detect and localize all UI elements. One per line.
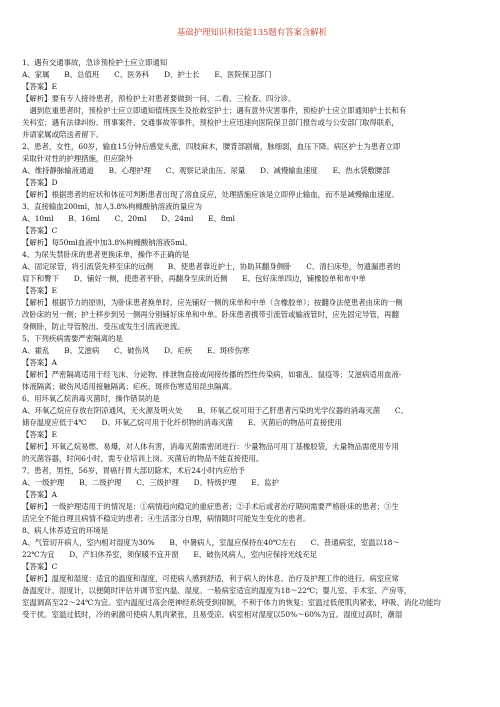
text-line: 【答案】D	[22, 178, 58, 187]
text-line: 【解析】环氧乙烷易燃、易爆，对人体有害，消毒灭菌需密闭进行：少量物品可用丁基橡胶袋，大量物品需使用专用	[22, 442, 399, 451]
text-line: 采取针对性的护理措施，但应除外	[22, 154, 133, 163]
text-line: 【答案】E	[22, 430, 57, 439]
text-line: 的灭菌容器，时间6小时，需专业培训上岗。灭菌后的物品不能直接使用。	[22, 454, 264, 463]
text-line: A、霍乱 B、艾滋病 C、破伤风 D、疟疾 E、斑疹伤寒	[22, 346, 250, 355]
text-line: A、环氧乙烷应存放在阴凉通风，无火源及明火处 B、环氧乙烷可用于乙肝患者污染的光学仪器的消毒灭菌 C、	[22, 406, 408, 415]
text-line: 改卧床的另一侧；护士移步到另一侧再分别铺好床单和中单。卧床患者携带引流管或输液管时，应先固定导管，再翻	[22, 310, 399, 319]
text-line: 【答案】E	[22, 286, 57, 295]
text-line: 身侧卧，防止导管脱出、受压或发生引流液逆流。	[22, 322, 185, 331]
text-line: 【解析】要有专人接待患者，预检护士对患者要做到一问、二看、三检查、四分诊。	[22, 94, 296, 103]
text-line: 【解析】根据患者的症状和体征可判断患者出现了溶血反应，处理措施应该是立即停止输血，而不是减慢输血速度。	[22, 190, 399, 199]
text-line: 室温调高至22～24℃为宜。室内温度过高会使神经系统受到抑制，不利于体力的恢复；室温过低使肌肉紧张，呼吸、消化功能均	[22, 598, 441, 607]
text-line: 并请家属或陪送者留下。	[22, 130, 104, 139]
text-line: 备温度计、湿度计，以便随时评估并调节室内温、湿度。一般病室适宜的温度为18～22℃；婴儿室、手术室、产房等，	[22, 586, 412, 595]
text-line: 【解析】每50ml血液中加3.8%枸橼酸钠溶液5ml。	[22, 238, 192, 247]
text-line: 1、遇有交通事故，急诊预检护士应立即通知	[22, 58, 168, 67]
text-line: 活完全不能自理且病情不稳定的患者；④生活部分自理，病情随时可能发生变化的患者。	[22, 514, 311, 523]
text-line: 【答案】C	[22, 226, 58, 235]
text-line: A、家属 B、总值班 C、医务科 D、护士长 E、医院保卫部门	[22, 70, 272, 79]
text-line: 22℃为宜 D、产妇休养室，须保暖不宜开窗 E、破伤风病人，室内应保持光线充足	[22, 550, 318, 559]
text-line: A、维持静脉输液通道 B、心理护理 C、观察记录血压、尿量 D、减慢输血速度 E、热水袋敷腰部	[22, 166, 390, 175]
text-line: A、气管切开病人，室内相对湿度为30% B、中暑病人，室温应保持在40℃左右 C、普通病室，室温以18～	[22, 538, 400, 547]
text-line: 储存温度应低于4℃ D、环氧乙烷可用于化纤织物的消毒灭菌 E、灭菌后的物品可直接使用	[22, 418, 342, 427]
text-line: 关科室；遇有法律纠纷、刑事案件、交通事故等事件，预检护士应迅速向医院保卫部门报告或与公安部门取得联系，	[22, 118, 399, 127]
text-line: 【解析】严密隔离适用于经飞沫、分泌物、排泄物直接或间接传播的烈性传染病，如霍乱、鼠疫等；艾滋病适用血液-	[22, 370, 402, 379]
text-line: 7、患者，男性，56岁，胃癌行胃大部切除术，术后24小时内应给予	[22, 466, 246, 475]
text-line: A、一级护理 B、二级护理 C、三级护理 D、特级护理 E、监护	[22, 478, 279, 487]
text-line: 【答案】A	[22, 358, 57, 367]
text-line: 肩下和臀下 D、铺好一侧，使患者平卧，再翻身至床的近侧 E、包好床单四边，铺橡胶单和布中单	[22, 274, 366, 283]
text-line: 【答案】E	[22, 82, 57, 91]
text-line: A、固定尿管，将引流袋先移至床的远侧 B、使患者靠近护士，协助其翻身侧卧 C、清扫床垫，勿遗漏患者的	[22, 262, 401, 271]
text-line: 6、用环氧乙烷消毒灭菌时，操作错误的是	[22, 394, 160, 403]
text-line: 体液隔离；破伤风适用接触隔离；疟疾、斑疹伤寒适用昆虫隔离。	[22, 382, 237, 391]
text-line: 遇到危重患者时，预检护士应立即通知值班医生及抢救室护士；遇有意外灾害事件，预检护士应立即通知护士长和有	[22, 106, 407, 115]
text-line: A、10ml B、16ml C、20ml D、24ml E、8ml	[22, 214, 236, 223]
text-line: 4、为尿失禁卧床的患者更换床单，操作不正确的是	[22, 250, 190, 259]
text-line: 受干扰。室温过低时，冷的刺激可使病人肌肉紧张，且易受凉。病室相对湿度以50%～60%为宜。湿度过高时，潮湿	[22, 610, 403, 619]
text-line: 8、病人休养适宜的环境是	[22, 526, 109, 535]
text-line: 3、直接输血200ml，加入3.8%枸橼酸钠溶液的量应为	[22, 202, 202, 211]
text-line: 【解析】一级护理适用于的情况是：①病情趋向稳定的重症患者；②手术后或者治疗期间需要严格卧床的患者；③生	[22, 502, 399, 511]
text-line: 5、下列疾病需要严密隔离的是	[22, 334, 123, 343]
text-line: 2、患者，女性，60岁，输血15分钟后感觉头涨，四肢麻木，腰背部剧痛，脉细弱，血压下降。病区护士为患者立即	[22, 142, 401, 151]
text-line: 【解析】温度和湿度：适宜的温度和湿度，可使病人感到舒适，利于病人的休息、治疗及护理工作的进行。病室应常	[22, 574, 399, 583]
text-line: 【答案】A	[22, 490, 57, 499]
text-line: 【答案】C	[22, 562, 58, 571]
text-line: 【解析】根据节力的原则，为卧床患者换单时，应先铺好一侧的床单和中单（含橡胶单）；按翻身法使患者由床的一侧	[22, 298, 403, 307]
document-title: 基础护理知识和技能135题有答案含解析	[177, 27, 327, 37]
document-body	[22, 57, 482, 621]
